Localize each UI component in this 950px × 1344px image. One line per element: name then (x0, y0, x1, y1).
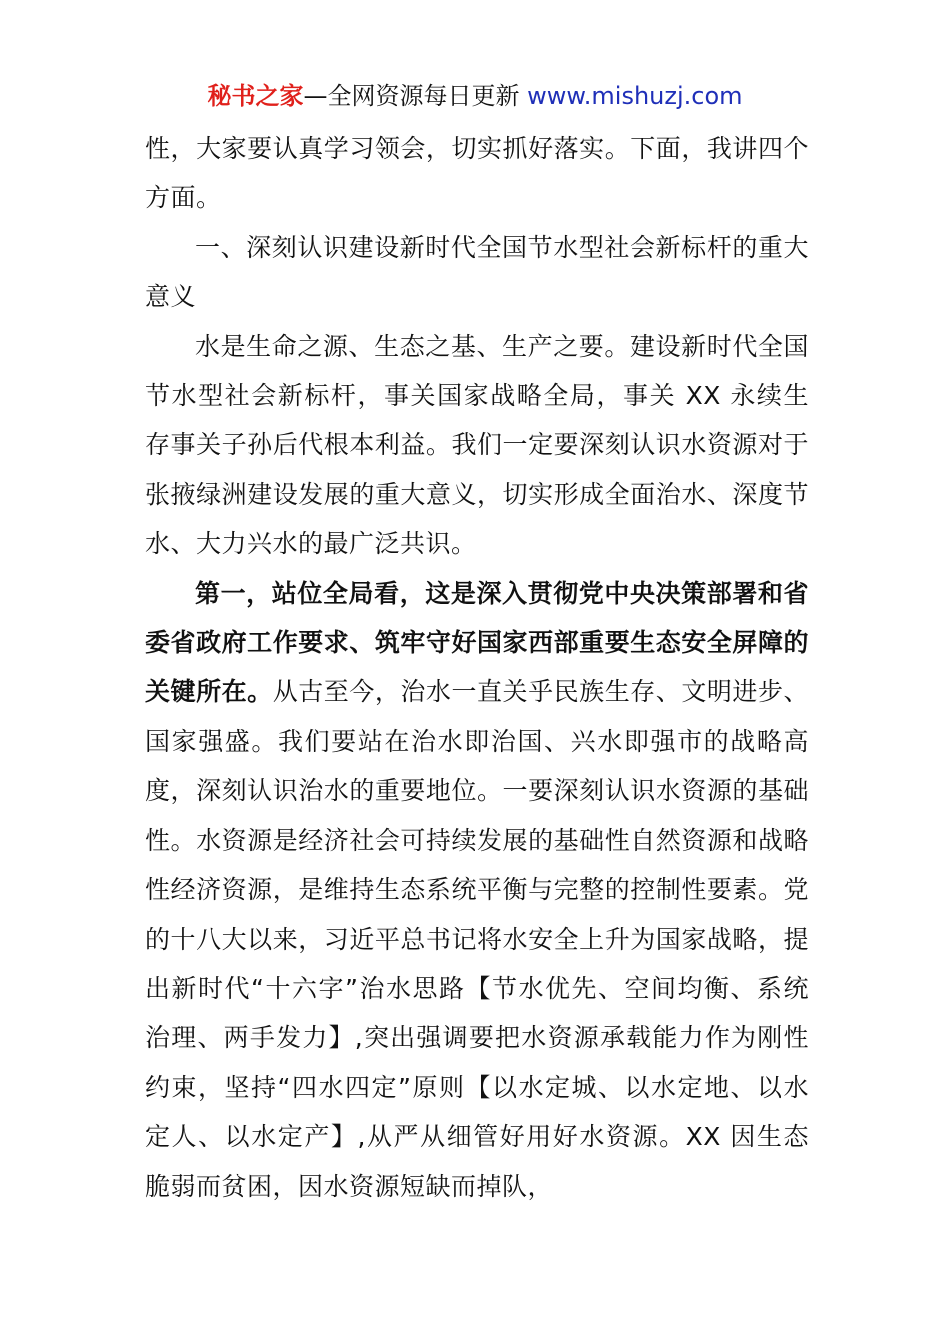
document-body (145, 124, 809, 1211)
site-header (0, 80, 950, 112)
section-heading-1: 一、深刻认识建设新时代全国节水型社会新标杆的重大意义 (145, 232, 809, 312)
site-tagline: —全网资源每日更新 (303, 82, 520, 110)
paragraph-point-one (145, 569, 809, 1211)
site-url-link[interactable]: www.mishuzj.com (527, 82, 743, 110)
point-one-lead-sentence: 第一，站位全局看，这是深入贯彻党中央决策部署和省委省政府工作要求、筑牢守好国家西部重要生态安全屏障的关键所在。 (145, 578, 809, 707)
paragraph-significance: 水是生命之源、生态之基、生产之要。建设新时代全国节水型社会新标杆，事关国家战略全局，事关 XX 永续生存事关子孙后代根本利益。我们一定要深刻认识水资源对于张掖绿洲建设发展的重大意义，切实形成全面治水、深度节水、大力兴水的最广泛共识。 (145, 331, 809, 559)
site-brand: 秘书之家 (207, 82, 304, 110)
point-one-body: 从古至今，治水一直关乎民族生存、文明进步、国家强盛。我们要站在治水即治国、兴水即强市的战略高度，深刻认识治水的重要地位。一要深刻认识水资源的基础性。水资源是经济社会可持续发展的基础性自然资源和战略性经济资源，是维持生态系统平衡与完整的控制性要素。党的十八大以来，习近平总书记将水安全上升为国家战略，提出新时代“十六字”治水思路【节水优先、空间均衡、系统治理、两手发力】,突出强调要把水资源承载能力作为刚性约束，坚持“四水四定”原则【以水定城、以水定地、以水定人、以水定产】,从严从细管好用好水资源。XX 因生态脆弱而贫困，因水资源短缺而掉队， (145, 677, 809, 1201)
paragraph-intro-continuation: 性，大家要认真学习领会，切实抓好落实。下面，我讲四个方面。 (145, 134, 809, 213)
